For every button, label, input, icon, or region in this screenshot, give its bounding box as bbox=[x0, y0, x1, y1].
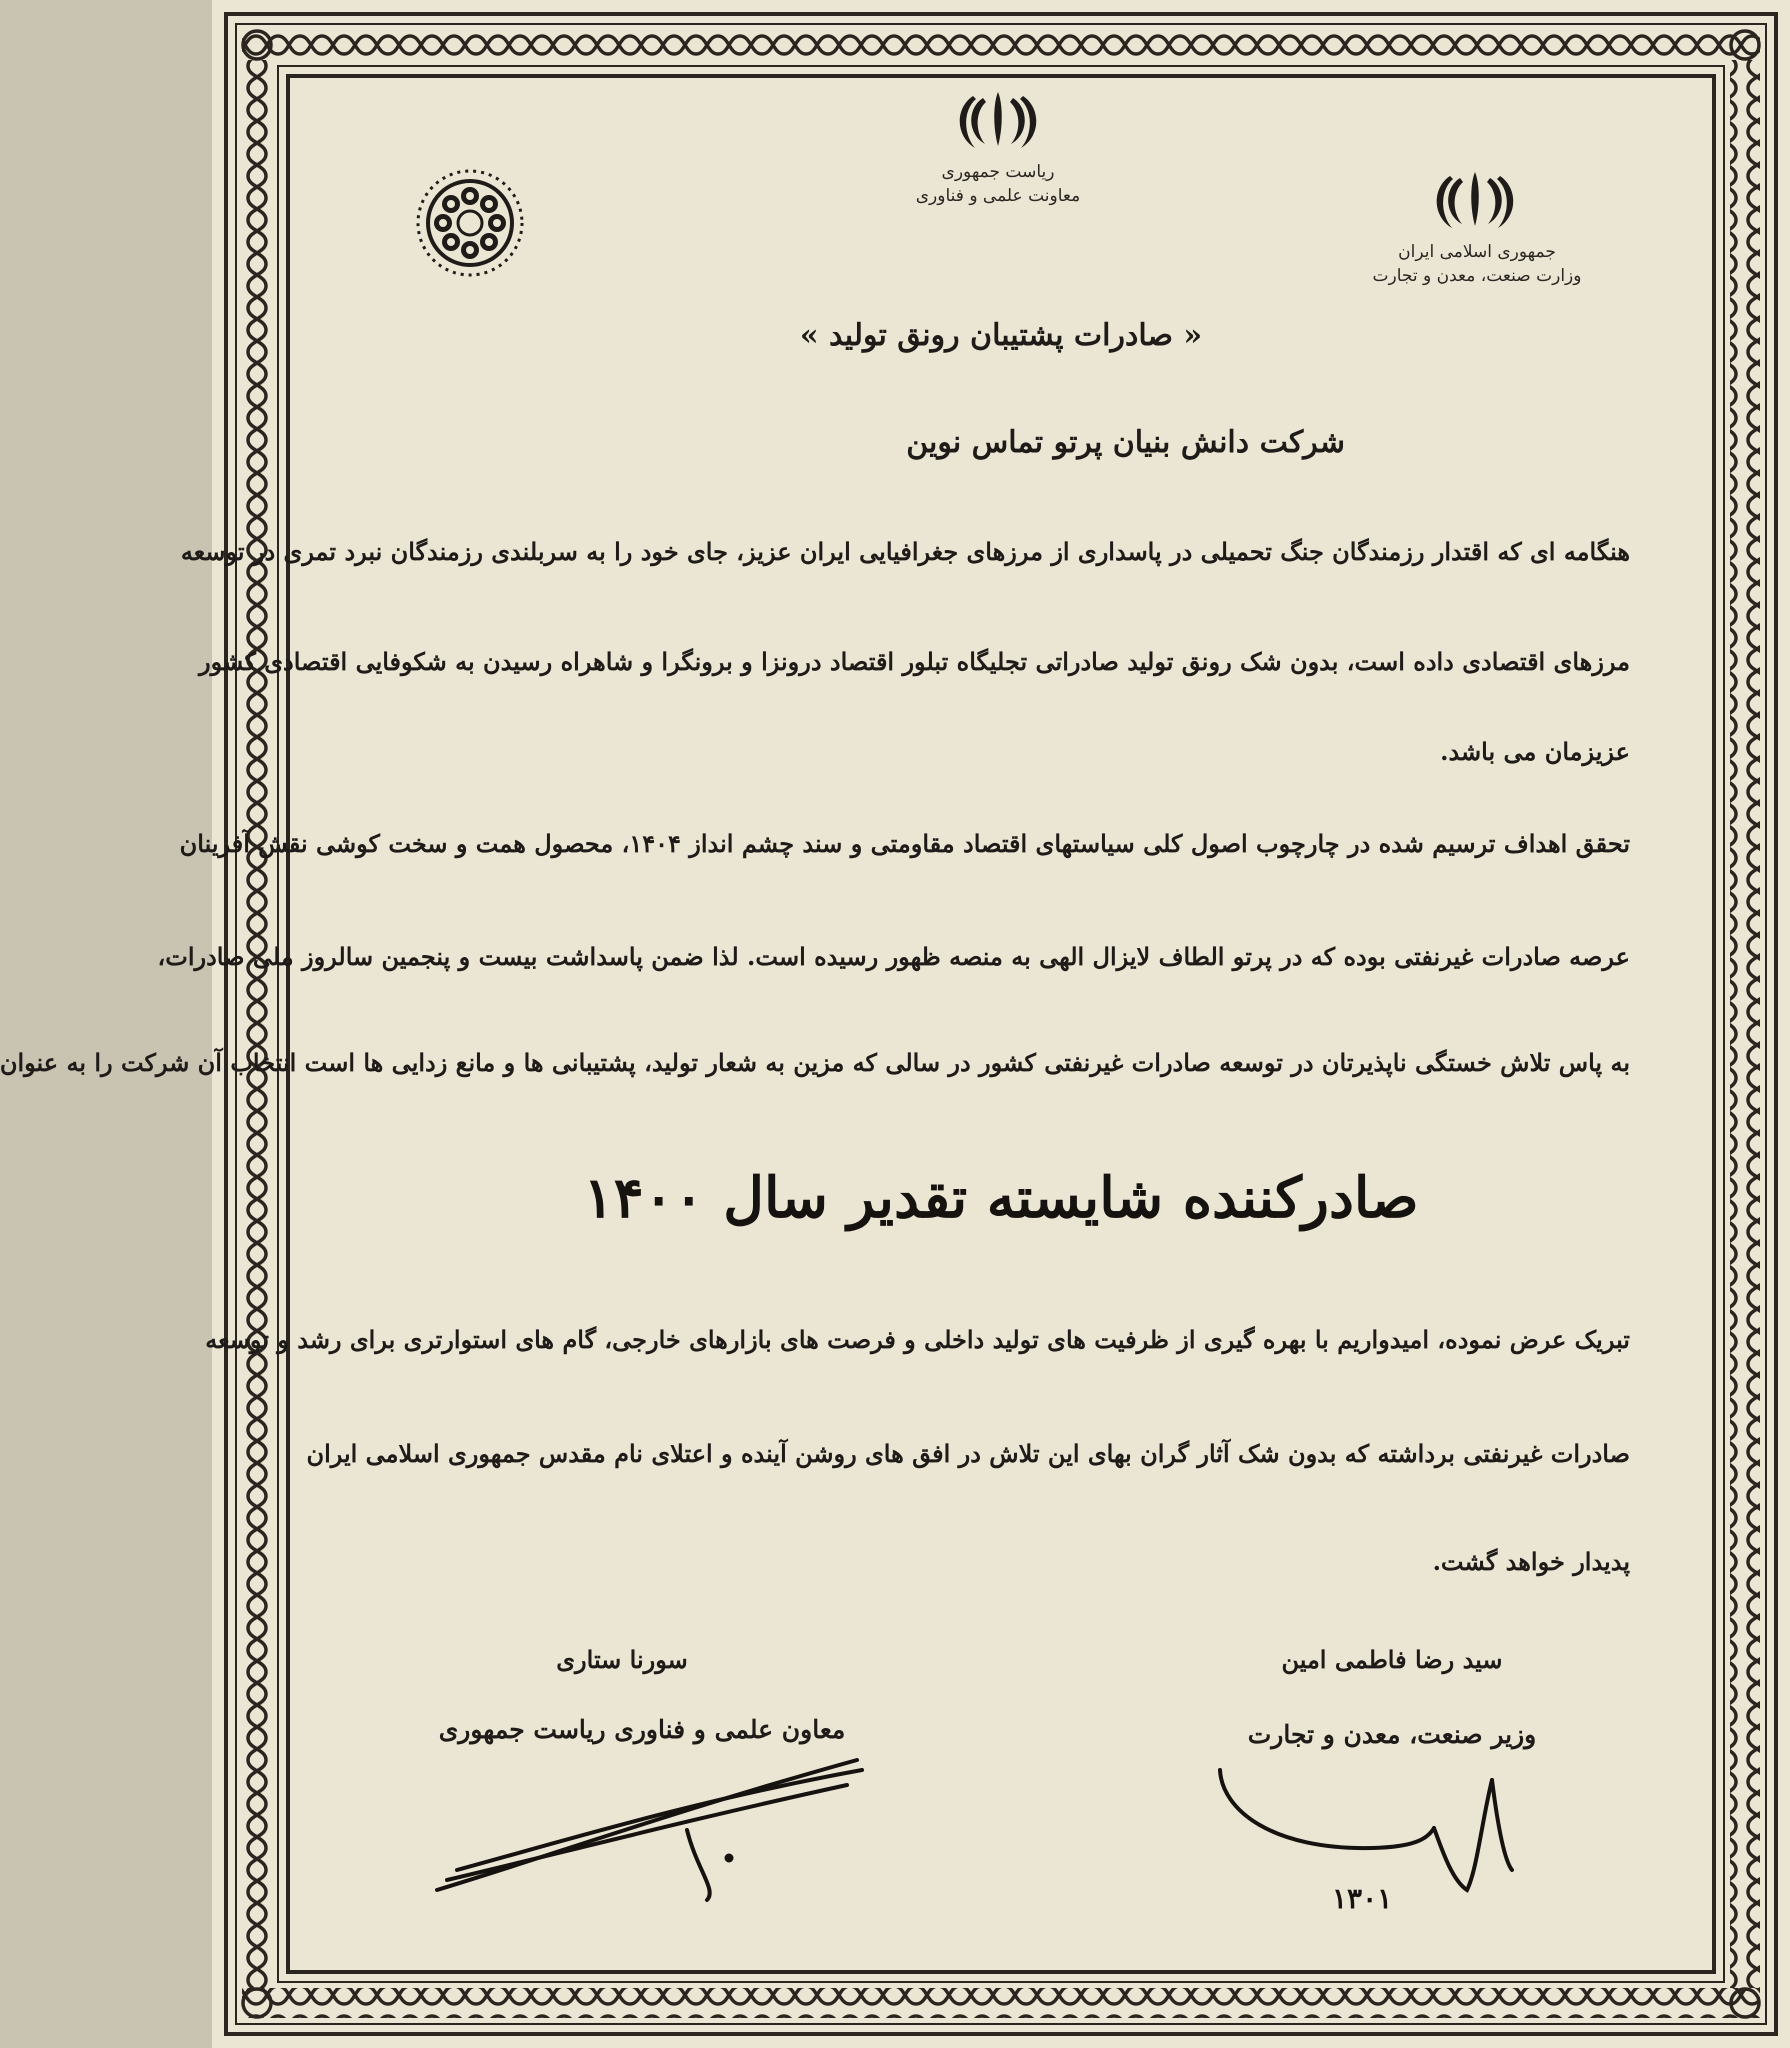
stamp-number: ۱۳۰۱ bbox=[1332, 1882, 1393, 1915]
paragraph3-line: صادرات غیرنفتی برداشته که بدون شک آثار گران بهای این تلاش در افق های روشن آینده و اعتلای نام مقدس جمهوری اسلامی ایران bbox=[306, 1439, 1630, 1468]
right-signatory-name: سید رضا فاطمی امین bbox=[1281, 1645, 1503, 1674]
republic-label: جمهوری اسلامی ایران bbox=[1398, 242, 1556, 262]
paragraph3-line: تبریک عرض نموده، امیدواریم با بهره گیری از ظرفیت های تولید داخلی و فرصت های بازارهای خارجی، گام های استوارتری برای رشد و توسعه bbox=[205, 1325, 1630, 1354]
ministry-caption bbox=[1352, 240, 1602, 288]
rosette-logo-icon bbox=[400, 162, 540, 284]
presidency-label: ریاست جمهوری bbox=[941, 162, 1055, 182]
left-signatory-name: سورنا ستاری bbox=[556, 1645, 688, 1674]
recipient-company: شرکت دانش بنیان پرتو تماس نوین bbox=[906, 425, 1345, 460]
right-signature-icon bbox=[1212, 1760, 1532, 1900]
iran-emblem-icon bbox=[953, 88, 1043, 150]
paragraph1-line: مرزهای اقتصادی داده است، بدون شک رونق تولید صادراتی تجلیگاه تبلور اقتصاد درونزا و برونگرا و شاهراه رسیدن به شکوفایی اقتصادی کشور bbox=[199, 647, 1630, 676]
certificate-title: « صادرات پشتیبان رونق تولید » bbox=[799, 318, 1203, 353]
paragraph2-line: به پاس تلاش خستگی ناپذیرتان در توسعه صادرات غیرنفتی کشور در سالی که مزین به شعار تولید، پشتیبانی ها و مانع زدایی ها است انتخاب آن شرکت را به عنوان bbox=[0, 1048, 1630, 1077]
ministry-label: وزارت صنعت، معدن و تجارت bbox=[1372, 266, 1582, 286]
presidency-caption bbox=[892, 160, 1104, 208]
left-signature-icon bbox=[417, 1750, 877, 1910]
paragraph1-line: عزیزمان می باشد. bbox=[1440, 737, 1630, 766]
paragraph2-line: عرصه صادرات غیرنفتی بوده که در پرتو الطاف لایزال الهی به منصه ظهور رسیده است. لذا ضمن پاسداشت بیست و پنجمین سالروز ملی صادرات، bbox=[157, 942, 1630, 971]
paragraph2-line: تحقق اهداف ترسیم شده در چارچوب اصول کلی سیاستهای اقتصاد مقاومتی و سند چشم انداز ۱۴۰۴، محصول همت و سخت کوشی نقش آفرینان bbox=[179, 829, 1630, 858]
right-signatory-title: وزیر صنعت، معدن و تجارت bbox=[1247, 1720, 1537, 1749]
award-headline: صادرکننده شایسته تقدیر سال ۱۴۰۰ bbox=[583, 1165, 1419, 1231]
left-signatory-title: معاون علمی و فناوری ریاست جمهوری bbox=[438, 1715, 846, 1744]
vice-presidency-label: معاونت علمی و فناوری bbox=[915, 186, 1081, 206]
iran-emblem-icon bbox=[1430, 168, 1520, 230]
paragraph3-line: پدیدار خواهد گشت. bbox=[1432, 1547, 1630, 1576]
paragraph1-line: هنگامه ای که اقتدار رزمندگان جنگ تحمیلی در پاسداری از مرزهای جغرافیایی ایران عزیز، جای خود را به سربلندی رزمندگان نبرد تمری در توسعه bbox=[180, 537, 1630, 566]
